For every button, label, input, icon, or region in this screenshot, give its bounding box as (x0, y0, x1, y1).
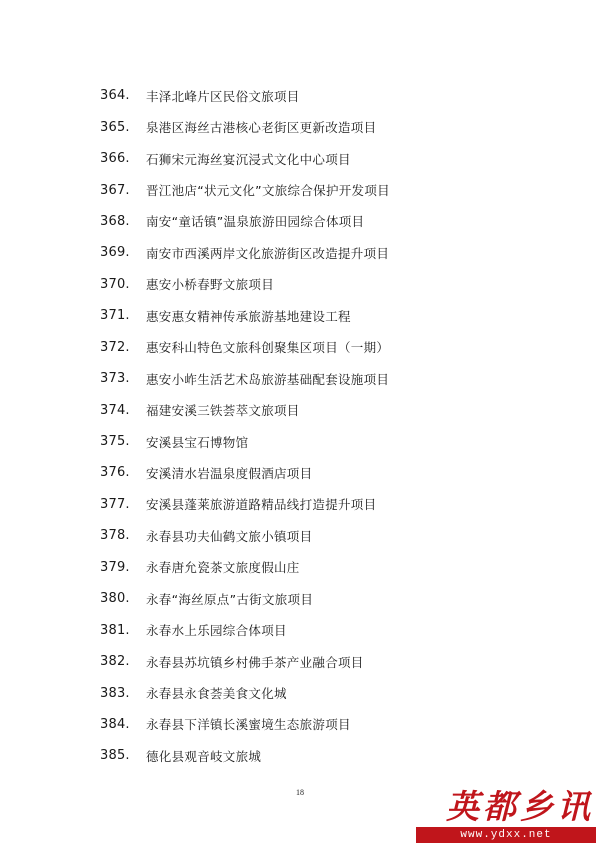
watermark (416, 783, 596, 843)
item-name: 泉港区海丝古港核心老街区更新改造项目 (146, 120, 377, 136)
item-number: 366. (100, 151, 130, 167)
list-item (0, 740, 600, 771)
item-name: 永春“海丝原点”古街文旅项目 (146, 591, 314, 607)
item-name: 安溪县蓬莱旅游道路精品线打造提升项目 (146, 497, 377, 513)
list-item (0, 520, 600, 551)
item-number: 376. (100, 465, 130, 481)
item-number: 382. (100, 654, 130, 670)
item-name: 南安“童话镇”温泉旅游田园综合体项目 (146, 214, 365, 230)
item-number: 383. (100, 685, 130, 701)
list-item (0, 206, 600, 237)
item-number: 365. (100, 119, 130, 135)
item-number: 371. (100, 308, 130, 324)
svg-text:英都乡讯: 英都乡讯 (446, 787, 594, 825)
list-item (0, 174, 600, 205)
list-item (0, 709, 600, 740)
item-name: 永春县功夫仙鹤文旅小镇项目 (146, 528, 313, 544)
item-name: 丰泽北峰片区民俗文旅项目 (146, 88, 300, 104)
item-number: 377. (100, 496, 130, 512)
list-item (0, 237, 600, 268)
item-number: 384. (100, 716, 130, 732)
list-item (0, 363, 600, 394)
item-name: 永春唐允瓷茶文旅度假山庄 (146, 560, 300, 576)
item-name: 永春县下洋镇长溪蜜境生态旅游项目 (146, 717, 351, 733)
item-number: 367. (100, 182, 130, 198)
item-name: 晋江池店“状元文化”文旅综合保护开发项目 (146, 183, 390, 199)
item-number: 373. (100, 371, 130, 387)
item-number: 375. (100, 434, 130, 450)
list-item (0, 269, 600, 300)
project-list (0, 80, 600, 772)
list-item (0, 552, 600, 583)
item-number: 385. (100, 748, 130, 764)
item-name: 惠安小岞生活艺术岛旅游基础配套设施项目 (146, 371, 390, 387)
item-number: 378. (100, 528, 130, 544)
list-item (0, 646, 600, 677)
item-name: 永春县苏坑镇乡村佛手茶产业融合项目 (146, 654, 364, 670)
list-item (0, 394, 600, 425)
list-item (0, 143, 600, 174)
list-item (0, 300, 600, 331)
list-item (0, 583, 600, 614)
item-number: 381. (100, 622, 130, 638)
list-item (0, 677, 600, 708)
item-name: 惠安小桥春野文旅项目 (146, 277, 275, 293)
page-number: 18 (296, 788, 304, 797)
item-number: 372. (100, 339, 130, 355)
item-number: 368. (100, 213, 130, 229)
item-number: 374. (100, 402, 130, 418)
item-name: 永春水上乐园综合体项目 (146, 623, 287, 639)
list-item (0, 426, 600, 457)
watermark-logo (416, 783, 596, 825)
item-number: 364. (100, 88, 130, 104)
item-number: 380. (100, 591, 130, 607)
list-item (0, 332, 600, 363)
item-number: 379. (100, 559, 130, 575)
item-name: 石狮宋元海丝宴沉浸式文化中心项目 (146, 151, 351, 167)
item-name: 德化县观音岐文旅城 (146, 748, 262, 764)
list-item (0, 80, 600, 111)
item-name: 福建安溪三铁荟萃文旅项目 (146, 403, 300, 419)
item-name: 永春县永食荟美食文化城 (146, 686, 287, 702)
item-name: 安溪县宝石博物馆 (146, 434, 249, 450)
list-item (0, 111, 600, 142)
list-item (0, 614, 600, 645)
item-number: 369. (100, 245, 130, 261)
item-name: 惠安惠女精神传承旅游基地建设工程 (146, 308, 351, 324)
item-number: 370. (100, 276, 130, 292)
watermark-url: www.ydxx.net (416, 827, 596, 843)
item-name: 南安市西溪两岸文化旅游街区改造提升项目 (146, 245, 390, 261)
item-name: 惠安科山特色文旅科创聚集区项目（一期） (146, 340, 390, 356)
item-name: 安溪清水岩温泉度假酒店项目 (146, 465, 313, 481)
list-item (0, 489, 600, 520)
list-item (0, 457, 600, 488)
